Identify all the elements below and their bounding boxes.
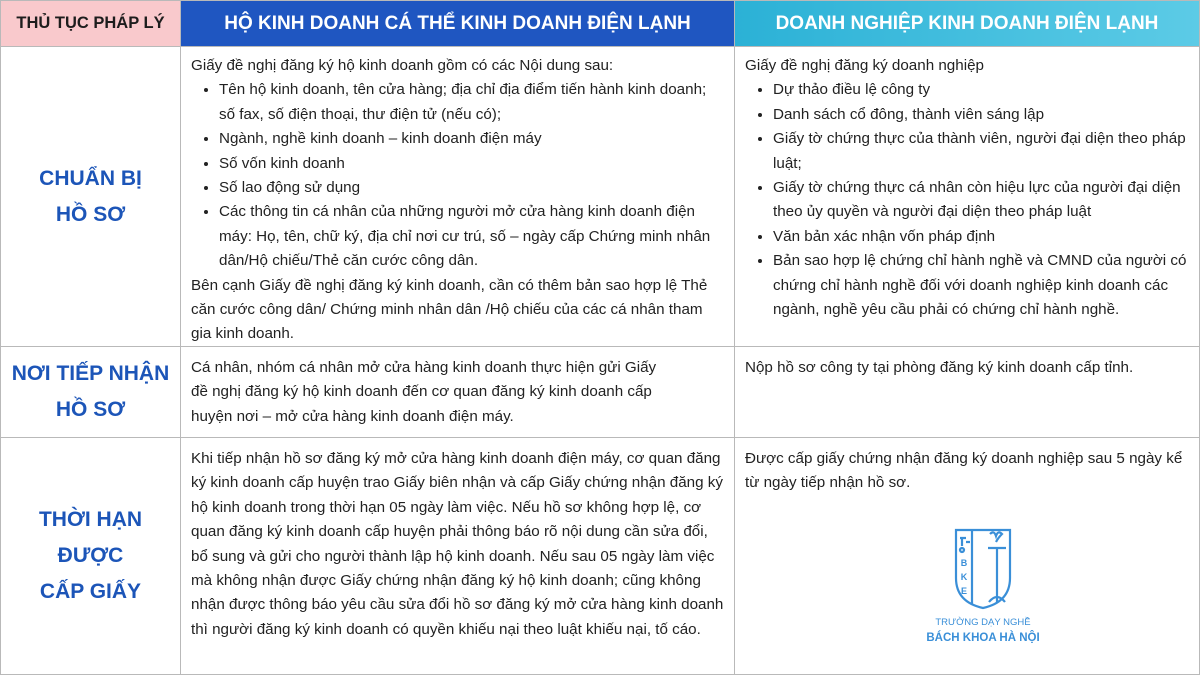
header-enterprise (734, 0, 1200, 47)
list-item: • Số lao động sử dụng (219, 176, 724, 200)
list-item: • Bản sao hợp lệ chứng chỉ hành nghề và CMND của người có chứng chỉ hành nghề đối với doanh nghiệp kinh doanh các ngành, nghề yêu cầu phải có chứng chỉ hành nghề. (773, 249, 1189, 322)
list-item: • Tên hộ kinh doanh, tên cửa hàng; địa chỉ địa điểm tiến hành kinh doanh; số fax, số điện thoại, thư điện tử (nếu có); (219, 78, 724, 127)
enterprise-prepare-cell (734, 46, 1200, 347)
household-prepare-list (191, 78, 724, 273)
row-label-line: CẤP GIẤY (39, 580, 142, 603)
logo-line1: TRƯỜNG DẠY NGHỀ (935, 617, 1031, 628)
header-household-business (180, 0, 735, 47)
household-receiving-cell (180, 346, 735, 438)
row-label-line: HỒ SƠ (55, 398, 126, 421)
list-item: • Văn bản xác nhận vốn pháp định (773, 225, 1189, 249)
list-item: • Danh sách cổ đông, thành viên sáng lập (773, 103, 1189, 127)
enterprise-receiving-cell (734, 346, 1200, 438)
svg-text:B: B (960, 558, 968, 568)
household-prepare-intro: Giấy đề nghị đăng ký hộ kinh doanh gồm có các Nội dung sau: (191, 57, 614, 74)
household-time-text: Khi tiếp nhận hồ sơ đăng ký mở cửa hàng kinh doanh điện máy, cơ quan đăng ký kinh doanh cấp huyện trao Giấy biên nhận và cấp Giấy chứng nhận đăng ký hộ kinh doanh trong thời hạn 05 ngày làm việc. Nếu hồ sơ không hợp lệ, cơ quan đăng ký kinh doanh cấp huyện phải thông báo rõ nội dung cần sửa đổi, bổ sung và gửi cho người thành lập hộ kinh doanh. Nếu sau 05 ngày làm việc mà không nhận được Giấy chứng nhận đăng ký hộ kinh doanh; cũng không nhận được thông báo yêu cầu sửa đổi hồ sơ đăng ký mở cửa hàng kinh doanh thì người đăng ký kinh doanh có quyền khiếu nại theo luật khiếu nại, tố cáo. (191, 450, 724, 638)
bke-school-emblem-icon (918, 528, 1048, 650)
row-label-line: HỒ SƠ (55, 202, 126, 226)
list-item: • Ngành, nghề kinh doanh – kinh doanh điện máy (219, 127, 724, 151)
household-prepare-outro: Bên cạnh Giấy đề nghị đăng ký kinh doanh, cần có thêm bản sao hợp lệ Thẻ căn cước công dân/ Chứng minh nhân dân /Hộ chiếu của các cá nhân tham gia kinh doanh. (191, 276, 708, 343)
row-label-receiving-place (0, 346, 181, 438)
enterprise-prepare-list (745, 78, 1189, 322)
enterprise-time-text: Được cấp giấy chứng nhận đăng ký doanh nghiệp sau 5 ngày kể từ ngày tiếp nhận hồ sơ. (745, 450, 1183, 492)
svg-text:E: E (960, 586, 968, 596)
list-item: • Số vốn kinh doanh (219, 152, 724, 176)
row-label-line: NƠI TIẾP NHẬN (11, 362, 170, 385)
list-item: • Dự thảo điều lệ công ty (773, 78, 1189, 102)
household-receiving-text: Cá nhân, nhóm cá nhân mở cửa hàng kinh doanh thực hiện gửi Giấy đề nghị đăng ký hộ kinh doanh đến cơ quan đăng ký kinh doanh cấp huyện nơi – mở cửa hàng kinh doanh điện máy. (191, 359, 657, 425)
household-time-cell (180, 437, 735, 675)
header-right-label: DOANH NGHIỆP KINH DOANH ĐIỆN LẠNH (775, 12, 1159, 34)
household-prepare-cell (180, 46, 735, 347)
row-label-line: ĐƯỢC (57, 544, 124, 567)
header-legal-procedure (0, 0, 181, 47)
row-label-line: THỜI HẠN (38, 508, 143, 531)
enterprise-receiving-text: Nộp hồ sơ công ty tại phòng đăng ký kinh doanh cấp tỉnh. (745, 359, 1134, 376)
header-middle-label: HỘ KINH DOANH CÁ THỂ KINH DOANH ĐIỆN LẠNH (224, 12, 691, 34)
list-item: • Các thông tin cá nhân của những người mở cửa hàng kinh doanh điện máy: Họ, tên, chữ ký, địa chỉ nơi cư trú, số – ngày cấp Chứng minh nhân dân/Hộ chiếu/Thẻ căn cước công dân. (219, 200, 724, 273)
row-label-prepare-dossier (0, 46, 181, 347)
list-item: • Giấy tờ chứng thực cá nhân còn hiệu lực của người đại diện theo ủy quyền và người đại diện theo pháp luật (773, 176, 1189, 225)
enterprise-prepare-intro: Giấy đề nghị đăng ký doanh nghiệp (745, 57, 984, 74)
header-left-label: THỦ TỤC PHÁP LÝ (16, 14, 165, 32)
row-label-time-limit (0, 437, 181, 675)
school-logo (918, 528, 1048, 650)
logo-line2: BÁCH KHOA HÀ NỘI (926, 632, 1040, 644)
row-label-line: CHUẨN BỊ (39, 166, 142, 190)
list-item: • Giấy tờ chứng thực của thành viên, người đại diện theo pháp luật; (773, 127, 1189, 176)
svg-text:K: K (960, 572, 968, 582)
